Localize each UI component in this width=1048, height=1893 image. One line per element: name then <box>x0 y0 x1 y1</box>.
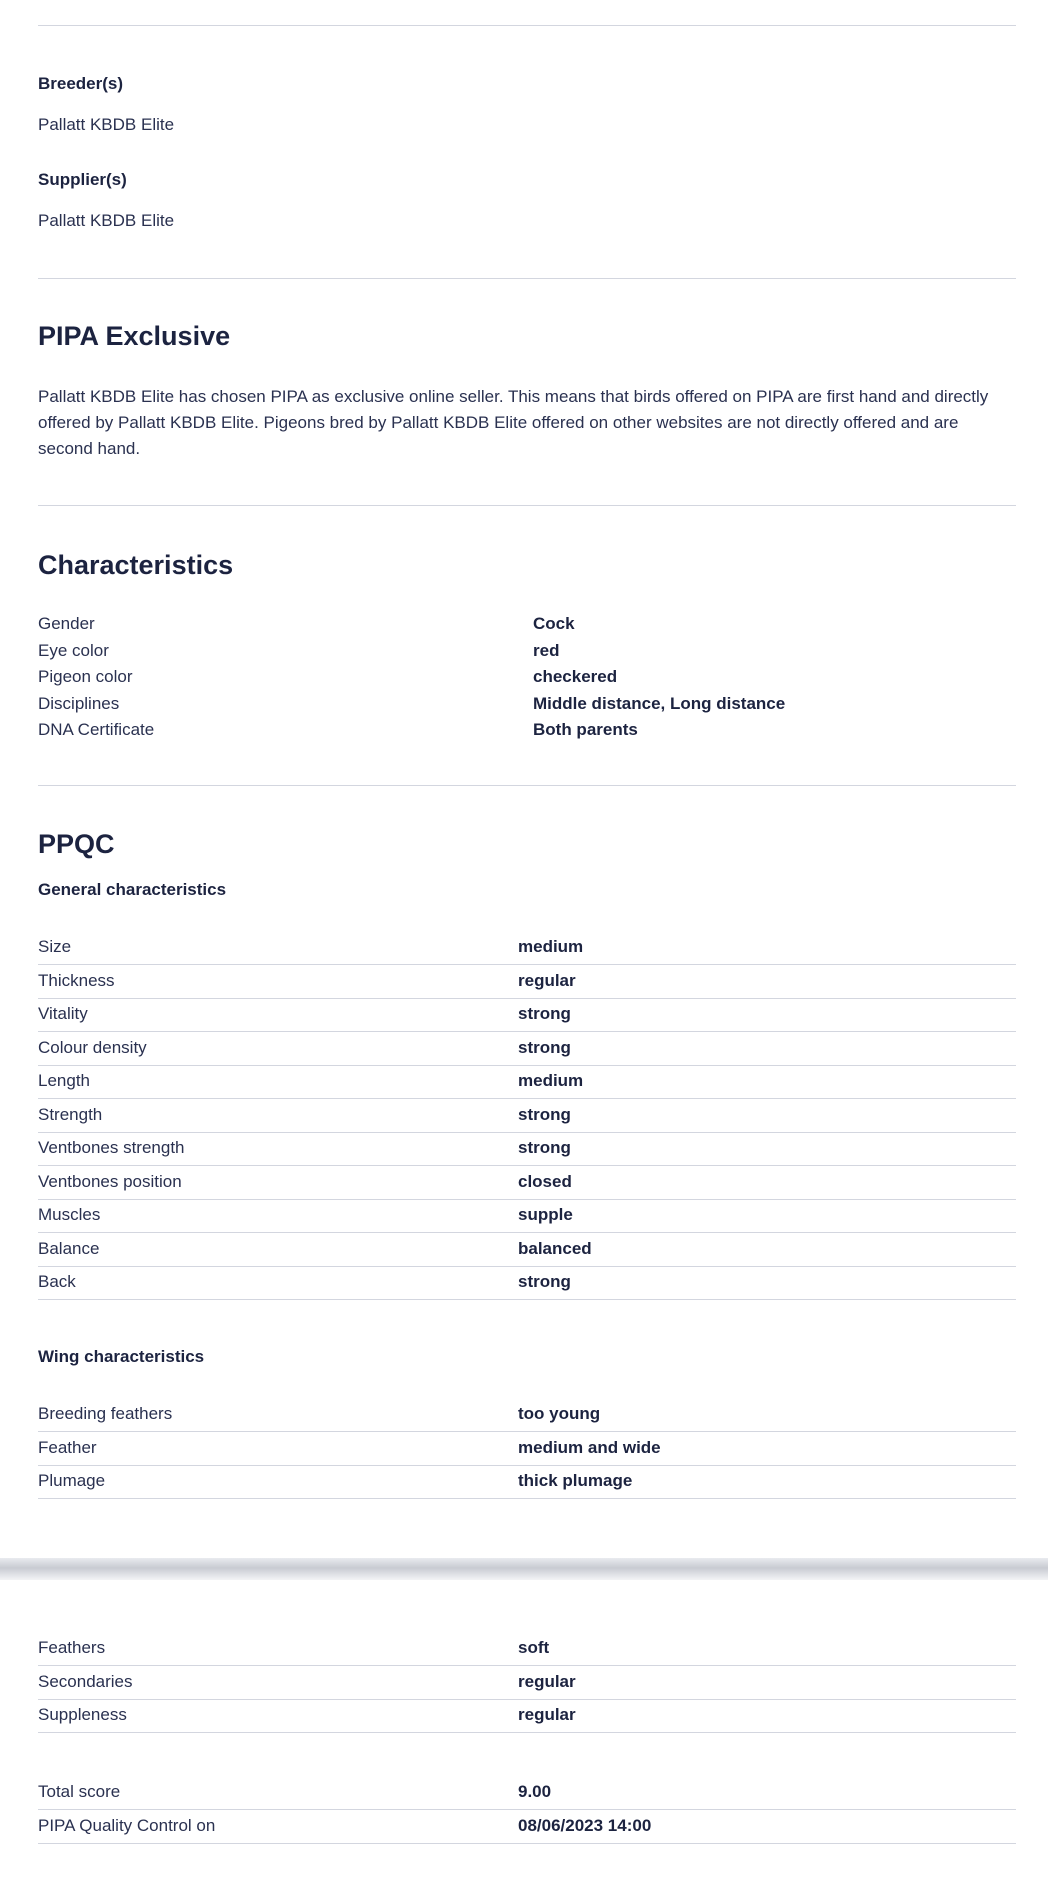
wing-characteristic-row <box>38 1433 1016 1466</box>
characteristic-key: Gender <box>38 614 95 633</box>
wing-characteristic-key: Plumage <box>38 1471 106 1490</box>
general-characteristic-row <box>38 1167 1016 1200</box>
general-characteristic-value: strong <box>518 1004 571 1023</box>
general-characteristic-value: strong <box>518 1104 571 1124</box>
characteristic-row <box>38 720 1016 746</box>
general-characteristic-key: Size <box>38 937 72 956</box>
general-characteristics-title: General characteristics <box>38 880 227 899</box>
wing-characteristic-key: Feather <box>38 1437 97 1457</box>
general-characteristic-row <box>38 999 1016 1032</box>
ppqc-summary-key: Total score <box>38 1782 121 1801</box>
general-characteristic-row <box>38 1234 1016 1267</box>
divider-2 <box>38 505 1016 506</box>
general-characteristic-row <box>38 1033 1016 1066</box>
general-characteristic-value: strong <box>518 1138 571 1157</box>
general-characteristic-value: strong <box>518 1272 571 1291</box>
ppqc-summary-row <box>38 1811 1016 1844</box>
ppqc-summary-key: PIPA Quality Control on <box>38 1815 216 1835</box>
wing-characteristic-key: Feathers <box>38 1638 106 1657</box>
wing-characteristic-key: Suppleness <box>38 1705 127 1724</box>
wing-characteristics-title: Wing characteristics <box>38 1347 205 1366</box>
general-characteristic-value: medium <box>518 937 584 956</box>
wing-characteristic-value: too young <box>518 1404 601 1423</box>
general-characteristic-value: medium <box>518 1071 584 1090</box>
general-characteristic-key: Colour density <box>38 1037 147 1057</box>
general-characteristic-row <box>38 1066 1016 1099</box>
ppqc-summary-value: 08/06/2023 14:00 <box>518 1815 652 1835</box>
characteristic-key: Eye color <box>38 640 109 660</box>
ppqc-summary-row <box>38 1777 1016 1810</box>
general-characteristic-row <box>38 932 1016 965</box>
breeders-label: Breeder(s) <box>38 74 124 93</box>
characteristic-value: Middle distance, Long distance <box>533 693 786 713</box>
characteristic-value: Both parents <box>533 720 638 739</box>
wing-characteristic-key: Breeding feathers <box>38 1404 173 1423</box>
wing-characteristic-row <box>38 1700 1016 1733</box>
characteristic-value: red <box>533 640 560 660</box>
general-characteristic-key: Ventbones strength <box>38 1138 185 1157</box>
general-characteristic-key: Strength <box>38 1104 103 1124</box>
general-characteristic-row <box>38 1267 1016 1300</box>
exclusive-text: Pallatt KBDB Elite has chosen PIPA as exclusive online seller. This means that birds offered on PIPA are first hand and directly offered by Pallatt KBDB Elite. Pigeons bred by Pallatt KBDB Elite offered on other websites are not directly offered and are second hand. <box>38 387 989 458</box>
wing-characteristic-value: regular <box>518 1705 576 1724</box>
wing-characteristic-value: thick plumage <box>518 1471 633 1490</box>
suppliers-value: Pallatt KBDB Elite <box>38 211 175 230</box>
divider-top <box>38 25 1016 26</box>
general-characteristic-row <box>38 966 1016 999</box>
general-characteristic-key: Vitality <box>38 1004 88 1023</box>
general-characteristic-row <box>38 1200 1016 1233</box>
ppqc-summary-value: 9.00 <box>518 1782 552 1801</box>
general-characteristic-value: supple <box>518 1205 573 1224</box>
characteristic-value: checkered <box>533 667 618 686</box>
wing-characteristic-value: regular <box>518 1671 576 1691</box>
general-characteristic-key: Balance <box>38 1238 100 1258</box>
general-characteristic-row <box>38 1133 1016 1166</box>
wing-characteristic-row <box>38 1633 1016 1666</box>
general-characteristic-row <box>38 1100 1016 1133</box>
characteristic-row <box>38 694 1016 720</box>
characteristic-key: Pigeon color <box>38 667 133 686</box>
general-characteristic-key: Back <box>38 1272 76 1291</box>
general-characteristic-key: Length <box>38 1071 90 1090</box>
wing-characteristic-value: soft <box>518 1638 550 1657</box>
wing-characteristic-value: medium and wide <box>518 1437 661 1457</box>
characteristic-row <box>38 667 1016 693</box>
general-characteristic-value: regular <box>518 970 576 990</box>
characteristic-value: Cock <box>533 614 575 633</box>
wing-characteristic-key: Secondaries <box>38 1671 133 1691</box>
characteristics-title: Characteristics <box>38 550 234 580</box>
general-characteristic-key: Thickness <box>38 970 115 990</box>
exclusive-title: PIPA Exclusive <box>38 321 231 351</box>
characteristic-row <box>38 614 1016 640</box>
divider-3 <box>38 785 1016 786</box>
general-characteristic-value: strong <box>518 1037 571 1057</box>
general-characteristic-value: balanced <box>518 1238 592 1258</box>
wing-characteristic-row <box>38 1667 1016 1700</box>
section-break-band <box>0 1558 1048 1580</box>
characteristic-row <box>38 641 1016 667</box>
wing-characteristic-row <box>38 1399 1016 1432</box>
general-characteristic-key: Muscles <box>38 1205 101 1224</box>
breeders-value: Pallatt KBDB Elite <box>38 115 175 134</box>
general-characteristic-key: Ventbones position <box>38 1171 182 1191</box>
characteristic-key: Disciplines <box>38 693 120 713</box>
ppqc-title: PPQC <box>38 829 115 859</box>
divider-1 <box>38 278 1016 279</box>
characteristic-key: DNA Certificate <box>38 720 155 739</box>
general-characteristic-value: closed <box>518 1171 572 1191</box>
suppliers-label: Supplier(s) <box>38 170 127 189</box>
wing-characteristic-row <box>38 1466 1016 1499</box>
